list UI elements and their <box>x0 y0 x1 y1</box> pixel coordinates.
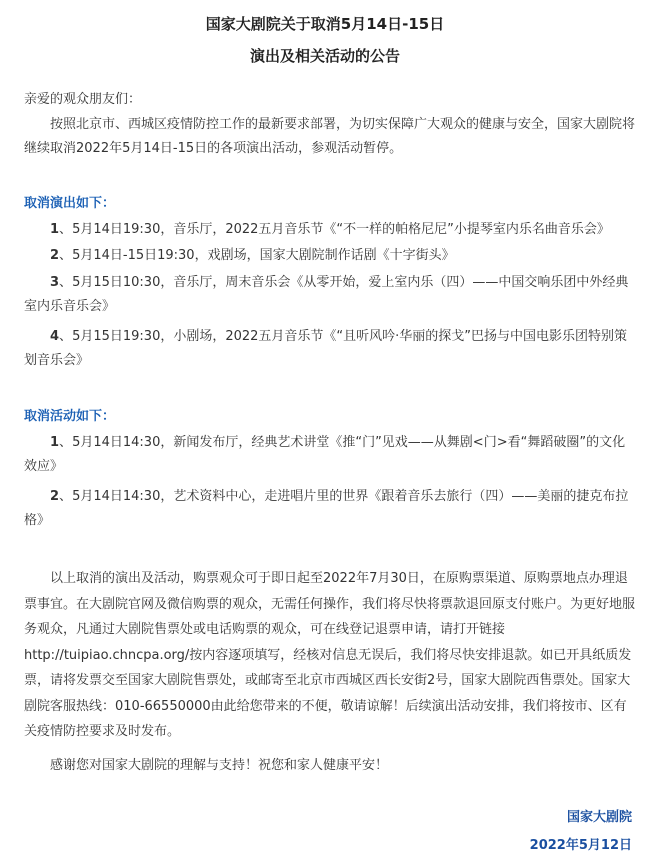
thanks-paragraph: 感谢您对国家大剧院的理解与支持！祝您和家人健康平安！ <box>50 758 389 773</box>
refund-paragraph: 以上取消的演出及活动，购票观众可于即日起至2022年7月30日，在原购票渠道、原购票地点办理退票事宜。在大剧院官网及微信购票的观众，无需任何操作，我们将尽快将票款退回原支付账户。为更好地服务观众，凡通过大剧院售票处或电话购票的观众，可在线登记退票申请，请打开链接http://tuipiao.chncpa.org/按内容逐项填写，经核对信息无误后，我们将尽快安排退款。如已开具纸质发票，请将发票交至国家大剧院售票处，或邮寄至北京市西城区西长安街2号，国家大剧院西售票处。国家大剧院客服热线：010-66550000由此给您带来的不便，敬请谅解！后续演出活动安排，我们将按市、区有关疫情防控要求及时发布。 <box>24 571 636 739</box>
item-separator: 、 <box>59 222 73 237</box>
item-text: 5月14日19:30，音乐厅，2022五月音乐节《“不一样的帕格尼尼”小提琴室内乐名曲音乐会》 <box>72 222 610 237</box>
activity-item-2 <box>24 485 636 533</box>
performance-item-2 <box>24 244 636 268</box>
cancelled-performances-heading: 取消演出如下： <box>24 196 116 211</box>
item-number: 1 <box>50 222 60 237</box>
performance-item-4 <box>24 325 636 373</box>
item-separator: 、 <box>59 435 73 450</box>
signature-date: 2022年5月12日 <box>529 838 632 853</box>
item-text: 5月14日-15日19:30，戏剧场，国家大剧院制作话剧《十字街头》 <box>72 248 455 263</box>
greeting: 亲爱的观众朋友们： <box>24 92 142 107</box>
item-separator: 、 <box>59 489 73 504</box>
intro-paragraph: 按照北京市、西城区疫情防控工作的最新要求部署，为切实保障广大观众的健康与安全，国家大剧院将继续取消2022年5月14日-15日的各项演出活动，参观活动暂停。 <box>24 117 636 156</box>
item-text: 5月14日14:30，艺术资料中心，走进唱片里的世界《跟着音乐去旅行（四）——美丽的捷克布拉格》 <box>24 489 629 528</box>
activity-item-1 <box>24 431 636 479</box>
item-number: 3 <box>50 275 60 290</box>
item-number: 2 <box>50 248 60 263</box>
performance-item-3 <box>24 271 636 319</box>
item-text: 5月15日10:30，音乐厅，周末音乐会《从零开始，爱上室内乐（四）——中国交响乐团中外经典室内乐音乐会》 <box>24 275 629 314</box>
item-separator: 、 <box>59 329 73 344</box>
item-number: 4 <box>50 329 60 344</box>
cancelled-activities-heading: 取消活动如下： <box>24 409 116 424</box>
item-text: 5月15日19:30，小剧场，2022五月音乐节《“且听风吟·华丽的探戈”巴扬与中国电影乐团特别策划音乐会》 <box>24 329 628 368</box>
item-separator: 、 <box>59 275 73 290</box>
item-number: 2 <box>50 489 60 504</box>
item-number: 1 <box>50 435 60 450</box>
item-separator: 、 <box>59 248 73 263</box>
item-text: 5月14日14:30，新闻发布厅，经典艺术讲堂《推“门”见戏——从舞剧<门>看“舞蹈破圈”的文化效应》 <box>24 435 626 474</box>
title-line-1: 国家大剧院关于取消5月14日-15日 <box>205 15 445 33</box>
signature-organization: 国家大剧院 <box>566 810 632 825</box>
performance-item-1 <box>24 218 636 242</box>
title-line-2: 演出及相关活动的公告 <box>249 47 400 65</box>
